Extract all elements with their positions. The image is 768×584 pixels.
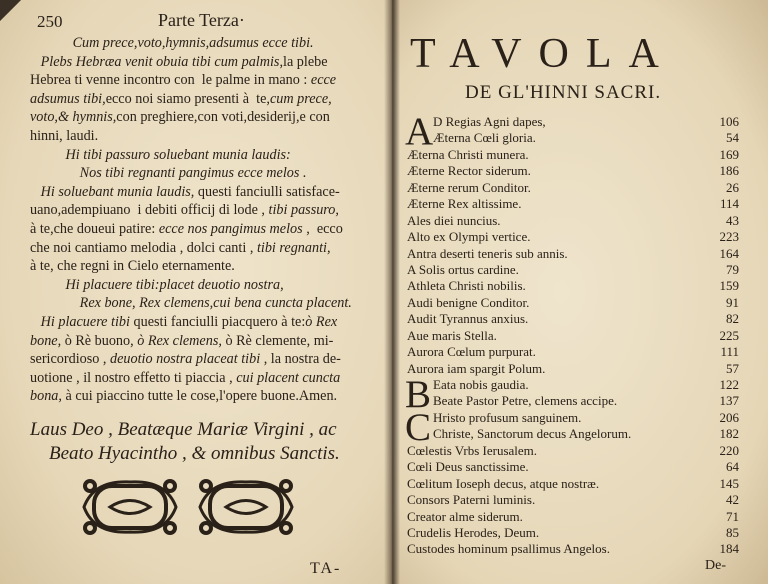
italian-text: , la nostra de- (260, 351, 341, 368)
italian-text: uotione , il nostro effetto ti piaccia , (30, 369, 237, 386)
page-ref: 137 (719, 393, 739, 409)
index-entry (407, 492, 739, 508)
page-corner-shadow (0, 0, 22, 30)
hymn-index (405, 110, 739, 558)
text-line (30, 369, 378, 388)
italian-text: questi fanciulli piacquero à te: (133, 313, 306, 330)
catchword: De- (705, 558, 726, 573)
index-title: TAVOLA (410, 31, 676, 77)
latin-text: Plebs Hebræa venit obuia tibi cum palmis, (30, 53, 283, 70)
index-entry (407, 393, 739, 409)
index-entry (407, 361, 739, 377)
italian-text: à te,che doueui patire: (30, 220, 159, 237)
text-line (30, 257, 378, 276)
index-entry (407, 229, 739, 245)
closing-line-1: Laus Deo , Beatæque Mariæ Virgini , ac (30, 418, 337, 440)
page-ref: 220 (719, 442, 739, 458)
text-line (30, 350, 378, 369)
italian-text: ò Rè buono, (64, 332, 138, 349)
hymn-title: Æterne Rex altissime. (407, 196, 522, 212)
latin-text: cui placent cuncta (236, 369, 341, 386)
page-ref: 122 (719, 377, 739, 392)
page-ref: 64 (726, 459, 739, 475)
latin-text: tibi regnanti, (256, 239, 331, 256)
hymn-title: Aurora Cœlum purpurat. (407, 344, 536, 360)
latin-text: adsumus tibi, (30, 90, 106, 107)
page-ref: 43 (726, 212, 739, 228)
running-head: Parte Terza· (158, 10, 245, 30)
italian-text: à te, che regni in Cielo eternamente. (30, 258, 235, 275)
page-number: 250 (37, 12, 63, 31)
text-line (30, 276, 378, 295)
latin-text: ecce nos pangimus melos (158, 220, 303, 237)
index-entry (407, 295, 739, 311)
index-entry (407, 344, 739, 360)
page-ref: 225 (719, 327, 739, 343)
index-subtitle: DE GL'HINNI SACRI. (465, 82, 662, 103)
text-line (30, 90, 378, 109)
text-line (30, 239, 378, 258)
text-line (30, 34, 378, 53)
hymn-title: Custodes hominum psallimus Angelos. (407, 541, 610, 557)
index-entry (407, 541, 739, 557)
text-line (30, 127, 378, 146)
latin-text: Hi placuere tibi (30, 313, 134, 330)
hymn-title: Audit Tyrannus anxius. (407, 311, 529, 327)
page-ref: 223 (719, 229, 739, 245)
hymn-title: Cœlitum Ioseph decus, atque nostræ. (407, 475, 600, 491)
index-entry (407, 525, 739, 541)
index-entry (407, 311, 739, 327)
page-ref: 79 (726, 261, 739, 277)
page-ref: 164 (719, 245, 739, 261)
hymn-title: D Regias Agni dapes, (433, 114, 546, 129)
left-page-content (30, 34, 378, 538)
text-line (30, 332, 378, 351)
closing-dedication (30, 418, 378, 466)
page-ref: 159 (719, 278, 739, 294)
hymn-title: Aue maris Stella. (407, 327, 497, 343)
latin-text: bona, (30, 388, 66, 405)
index-entry (407, 246, 739, 262)
italian-text: sericordioso , (30, 351, 110, 368)
index-entry (407, 278, 739, 294)
page-ref: 182 (719, 426, 739, 442)
page-ref: 42 (726, 492, 739, 508)
text-line (30, 313, 378, 332)
hymn-title: Christe, Sanctorum decus Angelorum. (433, 426, 632, 442)
drop-cap: B (405, 373, 432, 416)
latin-text: Hi placuere tibi:placet deuotio nostra, (30, 276, 284, 293)
index-entry (407, 213, 739, 229)
italian-text: à cui piaccino tutte le cose,l'opere buone.Amen. (65, 388, 338, 405)
catchword: TA- (310, 560, 342, 577)
latin-text: voto,& hymnis, (30, 109, 117, 126)
index-entry (407, 196, 739, 212)
page-ref: 71 (726, 508, 739, 524)
latin-text: Rex bone, Rex clemens,cui bena cuncta placent. (30, 295, 352, 312)
ornament-icon (196, 476, 296, 538)
index-entry (407, 180, 739, 196)
page-ref: 26 (726, 179, 739, 195)
text-line (30, 71, 378, 90)
latin-text: cum prece, (269, 90, 332, 107)
page-ref: 54 (726, 130, 739, 146)
italian-text: questi fanciulli satisface- (197, 183, 340, 200)
index-entry (407, 163, 739, 179)
page-ref: 145 (719, 475, 739, 491)
text-line (30, 387, 378, 406)
latin-text: ò Rex (305, 313, 338, 330)
italian-text: uano,adempiuano i debiti officij di lode , (30, 202, 269, 219)
index-entry (407, 459, 739, 475)
index-entry (407, 147, 739, 163)
text-line (30, 220, 378, 239)
page-ref: 82 (726, 311, 739, 327)
hymn-title: Audi benigne Conditor. (407, 294, 530, 310)
hymn-title: A Solis ortus cardine. (407, 261, 519, 277)
page-ref: 91 (726, 294, 739, 310)
page-ref: 169 (719, 146, 739, 162)
index-entry (407, 328, 739, 344)
italian-text: hinni, laudi. (30, 127, 99, 144)
italian-text: ò Rè clemente, mi- (225, 332, 334, 349)
index-entry (407, 130, 739, 146)
italian-text: la plebe (283, 53, 328, 70)
body-text (30, 34, 378, 406)
latin-text: Cum prece,voto,hymnis,adsumus ecce tibi. (30, 35, 314, 51)
latin-text: Hi tibi passuro soluebant munia laudis: (30, 146, 291, 163)
book-gutter (384, 0, 400, 584)
page-ref: 186 (719, 163, 739, 179)
latin-text: tibi passuro, (268, 202, 339, 219)
hymn-title: Cœli Deus sanctissime. (407, 459, 529, 475)
page-ref: 114 (719, 196, 739, 212)
text-line (30, 164, 378, 183)
hymn-title: Alto ex Olympi vertice. (407, 229, 531, 245)
text-line (30, 108, 378, 127)
latin-text: deuotio nostra placeat tibi (110, 351, 261, 368)
hymn-title: Æterna Christi munera. (407, 146, 529, 162)
hymn-title: Eata nobis gaudia. (433, 377, 529, 392)
index-entry (407, 476, 739, 492)
drop-cap: A (405, 110, 434, 153)
italian-text: con preghiere,con voti,desiderij,e con (116, 109, 330, 126)
ornament-icon (80, 476, 180, 538)
hymn-title: Æterne Rector siderum. (407, 163, 531, 179)
hymn-title: Hristo profusum sanguinem. (433, 409, 582, 425)
hymn-title: Creator alme siderum. (407, 508, 523, 524)
latin-text: ecce (310, 72, 337, 89)
hymn-title: Athleta Christi nobilis. (407, 278, 526, 294)
latin-text: bone, (30, 332, 65, 349)
page-ref: 106 (719, 114, 739, 129)
hymn-title: Beate Pastor Petre, clemens accipe. (433, 393, 618, 409)
text-line (30, 201, 378, 220)
index-entry (407, 509, 739, 525)
hymn-title: Consors Paterni luminis. (407, 492, 536, 508)
index-entry (407, 426, 739, 442)
ornaments (80, 476, 378, 538)
italian-text: che noi cantiamo melodia , dolci canti , (30, 239, 257, 256)
italian-text: Hebrea ti venne incontro con le palme in mano : (30, 72, 311, 89)
hymn-title: Crudelis Herodes, Deum. (407, 524, 540, 540)
latin-text: Nos tibi regnanti pangimus ecce melos . (30, 165, 307, 182)
hymn-title: Ales diei nuncius. (407, 212, 501, 228)
page-ref: 184 (719, 541, 739, 557)
closing-line-2: Beato Hyacintho , & omnibus Sanctis. (30, 442, 340, 464)
hymn-title: Antra deserti teneris sub annis. (407, 245, 568, 261)
text-line (30, 183, 378, 202)
index-entry (407, 443, 739, 459)
page-ref: 85 (726, 524, 739, 540)
hymn-title: Cœlestis Vrbs Ierusalem. (407, 442, 538, 458)
text-line (30, 53, 378, 72)
text-line (30, 146, 378, 165)
latin-text: Hi soluebant munia laudis, (30, 183, 198, 200)
italian-text: ecco noi siamo presenti à te, (105, 90, 270, 107)
hymn-title: Æterna Cœli gloria. (433, 130, 536, 146)
page-ref: 111 (720, 344, 739, 360)
hymn-title: Aurora iam spargit Polum. (407, 360, 546, 376)
drop-cap: C (405, 405, 432, 449)
text-line (30, 294, 378, 313)
page-ref: 206 (719, 409, 739, 425)
page-ref: 57 (726, 360, 739, 376)
hymn-title: Æterne rerum Conditor. (407, 179, 531, 195)
index-entry (407, 262, 739, 278)
italian-text: , ecco (302, 220, 343, 237)
latin-text: ò Rex clemens, (137, 332, 226, 349)
